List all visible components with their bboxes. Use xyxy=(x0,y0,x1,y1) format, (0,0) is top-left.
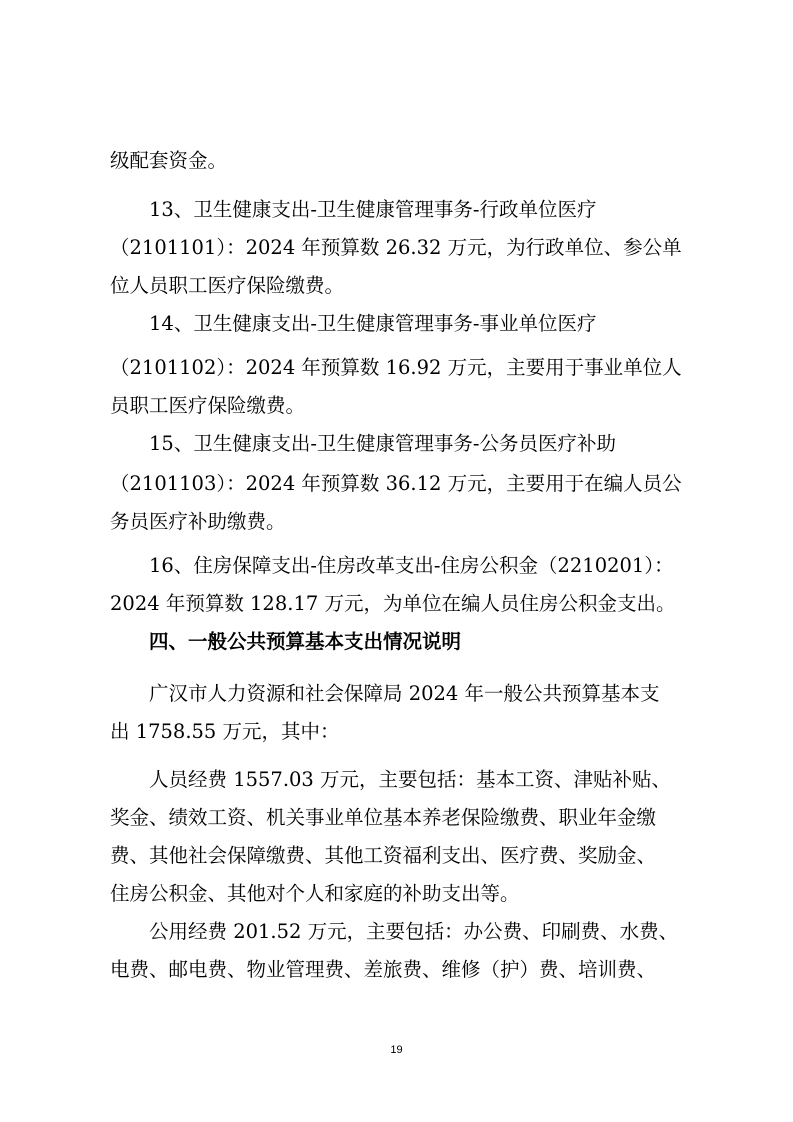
text-line: 出 1758.55 万元，其中： xyxy=(110,720,340,743)
text-line: 公用经费 201.52 万元，主要包括：办公费、印刷费、水费、 xyxy=(149,920,679,943)
text-line: （2101103）：2024 年预算数 36.12 万元，主要用于在编人员公 xyxy=(110,472,682,495)
text-line: 级配套资金。 xyxy=(110,149,228,172)
text-line: 位人员职工医疗保险缴费。 xyxy=(110,274,345,297)
text-line: 员职工医疗保险缴费。 xyxy=(110,394,306,417)
text-line: 费、其他社会保障缴费、其他工资福利支出、医疗费、奖励金、 xyxy=(110,844,657,867)
text-line: （2101102）：2024 年预算数 16.92 万元，主要用于事业单位人 xyxy=(110,356,682,379)
text-line: 务员医疗补助缴费。 xyxy=(110,510,286,533)
text-line: 人员经费 1557.03 万元，主要包括：基本工资、津贴补贴、 xyxy=(149,768,672,791)
text-line: 住房公积金、其他对个人和家庭的补助支出等。 xyxy=(110,882,520,905)
item-13-title: 13、卫生健康支出-卫生健康管理事务-行政单位医疗 xyxy=(149,198,597,221)
text-line: 奖金、绩效工资、机关事业单位基本养老保险缴费、职业年金缴 xyxy=(110,806,657,829)
text-line: 电费、邮电费、物业管理费、差旅费、维修（护）费、培训费、 xyxy=(110,958,657,981)
text-line: 2024 年预算数 128.17 万元，为单位在编人员住房公积金支出。 xyxy=(110,592,676,615)
text-line: （2101101）：2024 年预算数 26.32 万元，为行政单位、参公单 xyxy=(110,236,682,259)
item-15-title: 15、卫生健康支出-卫生健康管理事务-公务员医疗补助 xyxy=(149,432,616,455)
text-line: 广汉市人力资源和社会保障局 2024 年一般公共预算基本支 xyxy=(149,682,660,705)
item-14-title: 14、卫生健康支出-卫生健康管理事务-事业单位医疗 xyxy=(149,312,597,335)
item-16-title: 16、住房保障支出-住房改革支出-住房公积金（2210201）： xyxy=(149,554,674,577)
page-number: 19 xyxy=(390,1044,403,1056)
section-heading: 四、一般公共预算基本支出情况说明 xyxy=(149,630,462,653)
